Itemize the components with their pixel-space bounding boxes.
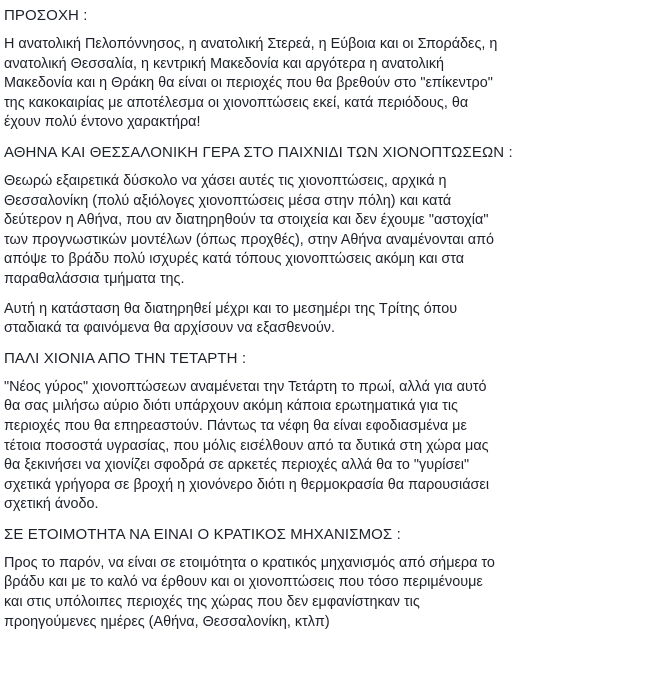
section-heading-state-readiness: ΣΕ ΕΤΟΙΜΟΤΗΤΑ ΝΑ ΕΙΝΑΙ Ο ΚΡΑΤΙΚΟΣ ΜΗΧΑΝΙΣΜΟΣ : <box>4 525 401 543</box>
paragraph-wednesday-snow: "Νέος γύρος" χιονοπτώσεων αναμένεται την Τετάρτη το πρωί, αλλά για αυτό θα σας μιλήσω αύριο διότι υπάρχουν ακόμη κάποια ερωτηματικά για τις περιοχές που θα επηρεαστούν. Πάντως τα νέφη θα είναι εφοδιασμένα με τέτοια ποσοστά υγρασίας, που μόλις εισέλθουν από τα δυτικά στη χώρα μας θα ξεκινήσει να χιονίζει σφοδρά σε αρκετές περιοχές αλλά θα το "γυρίσει" σχετικά γρήγορα σε βροχή η χιονόνερο διότι η θερμοκρασία θα παρουσιάσει σχετική άνοδο. <box>4 378 490 513</box>
paragraph-state-readiness: Προς το παρόν, να είναι σε ετοιμότητα ο κρατικός μηχανισμός από σήμερα το βράδυ και με το καλό να έρθουν και οι χιονοπτώσεις που τόσο περιμένουμε και στις υπόλοιπες περιοχές της χώρας που δεν εμφανίστηκαν τις προηγούμενες ημέρες (Αθήνα, Θεσσαλονίκη, κτλπ) <box>4 554 495 630</box>
paragraph-affected-regions: Η ανατολική Πελοπόννησος, η ανατολική Στερεά, η Εύβοια και οι Σποράδες, η ανατολική Θεσσαλία, η κεντρική Μακεδονία και αργότερα η ανατολική Μακεδονία και η Θράκη θα είναι οι περιοχές που θα βρεθούν στο "επίκεντρο" της κακοκαιρίας με αποτέλεσμα οι χιονοπτώσεις εκεί, κατά περιόδους, θα έχουν πολύ έντονο χαρακτήρα! <box>4 36 498 131</box>
paragraph-tuesday-weakening: Αυτή η κατάσταση θα διατηρηθεί μέχρι και το μεσημέρι της Τρίτης όπου σταδιακά τα φαινόμενα θα αρχίσουν να εξασθενούν. <box>4 300 458 337</box>
section-heading-wednesday-snow: ΠΑΛΙ ΧΙΟΝΙΑ ΑΠΟ ΤΗΝ ΤΕΤΑΡΤΗ : <box>4 349 247 367</box>
paragraph-athens-thessaloniki: Θεωρώ εξαιρετικά δύσκολο να χάσει αυτές τις χιονοπτώσεις, αρχικά η Θεσσαλονίκη (πολύ αξιόλογες χιονοπτώσεις μέσα στην πόλη) και κατά δεύτερον η Αθήνα, που αν διατηρηθούν τα στοιχεία και δεν έχουμε "αστοχία" των προγνωστικών μοντέλων (όπως προχθές), στην Αθήνα αναμένονται από απόψε το βράδυ πολύ ισχυρές κατά τόπους χιονοπτώσεις ακόμη και στα παραθαλάσσια τμήματα της. <box>4 172 495 287</box>
section-heading-attention: ΠΡΟΣΟΧΗ : <box>4 7 88 24</box>
section-heading-athens-thessaloniki: ΑΘΗΝΑ ΚΑΙ ΘΕΣΣΑΛΟΝΙΚΗ ΓΕΡΑ ΣΤΟ ΠΑΙΧΝΙΔΙ ΤΩΝ ΧΙΟΝΟΠΤΩΣΕΩΝ : <box>4 143 513 161</box>
